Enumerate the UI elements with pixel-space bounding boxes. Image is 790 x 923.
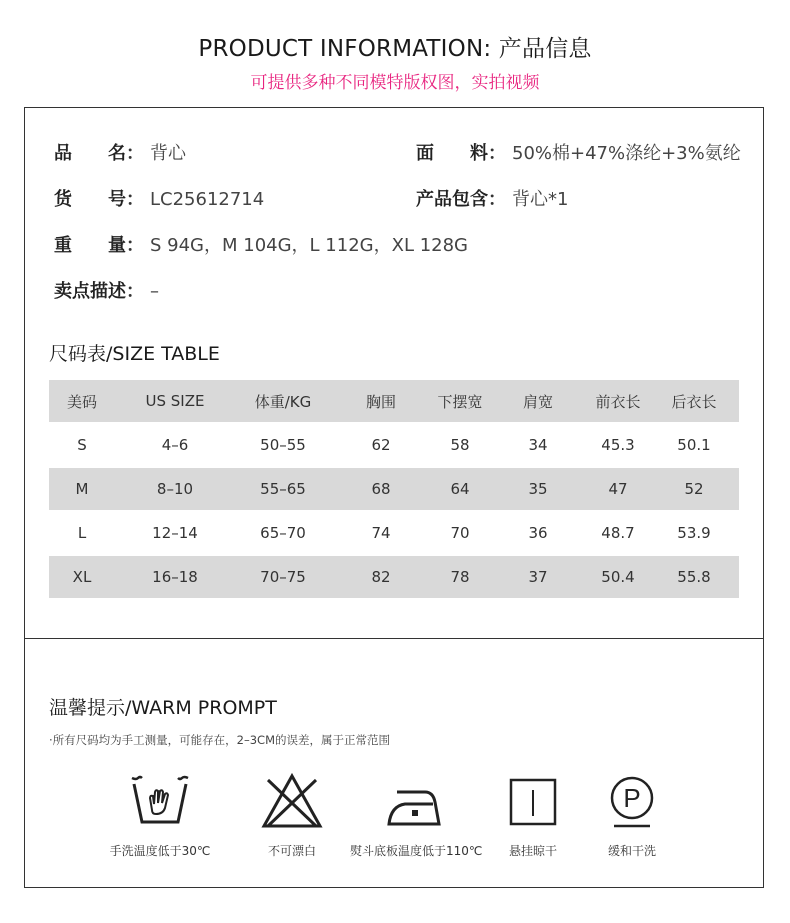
header-cell: 体重/KG <box>254 392 312 411</box>
sku-label: 货 号 <box>54 189 126 210</box>
size-table-title: 尺码表/SIZE TABLE <box>49 343 220 365</box>
care-label: 悬挂晾干 <box>508 844 557 858</box>
table-cell: 78 <box>450 568 470 586</box>
care-item-hand-wash <box>95 770 225 858</box>
iron-icon <box>383 770 447 834</box>
care-label: 缓和干洗 <box>607 844 656 858</box>
care-item-dry-clean <box>567 770 697 858</box>
care-item-no-bleach <box>227 770 357 858</box>
table-cell: 47 <box>608 480 628 498</box>
table-cell: L <box>77 524 87 542</box>
table-cell: 55.8 <box>677 568 711 586</box>
size-table <box>49 380 739 600</box>
table-cell: 82 <box>371 568 391 586</box>
table-row <box>49 424 739 466</box>
table-cell: 68 <box>371 480 391 498</box>
info-fabric-row: 面 料 ： 50%棉+47%涤纶+3%氨纶 <box>416 139 741 165</box>
info-name-row: 品 名 ： 背心 <box>54 139 186 165</box>
table-cell: M <box>75 480 89 498</box>
table-cell: 36 <box>528 524 548 542</box>
header-cell: 胸围 <box>365 392 396 411</box>
table-cell: 16–18 <box>152 568 198 586</box>
weight-value: S 94G，M 104G，L 112G，XL 128G <box>150 235 468 256</box>
table-cell: 48.7 <box>601 524 635 542</box>
hand-wash-icon <box>128 770 192 834</box>
care-label: 熨斗底板温度低于110℃ <box>350 844 483 858</box>
weight-label: 重 量 <box>54 235 126 256</box>
info-sku-row: 货 号 ： LC25612714 <box>54 185 264 211</box>
table-cell: 70 <box>450 524 470 542</box>
table-cell: 4–6 <box>161 436 189 454</box>
name-label: 品 名 <box>54 143 126 164</box>
table-cell: 50.4 <box>601 568 635 586</box>
header-cell: 肩宽 <box>522 392 553 411</box>
info-weight-row: 重 量 ： S 94G，M 104G，L 112G，XL 128G <box>54 231 468 257</box>
care-item-iron <box>350 770 483 858</box>
table-cell: 50.1 <box>677 436 711 454</box>
care-label: 手洗温度低于30℃ <box>109 844 211 858</box>
table-cell: 55–65 <box>260 480 306 498</box>
page-title: PRODUCT INFORMATION: 产品信息 <box>198 36 592 62</box>
table-cell: XL <box>72 568 92 586</box>
table-cell: 62 <box>371 436 391 454</box>
table-row <box>49 556 739 598</box>
table-cell: 58 <box>450 436 470 454</box>
table-cell: S <box>77 436 87 454</box>
table-cell: 45.3 <box>601 436 635 454</box>
fabric-value: 50%棉+47%涤纶+3%氨纶 <box>512 143 741 164</box>
page-subtitle: 可提供多种不同模特版权图，实拍视频 <box>250 73 540 93</box>
table-row <box>49 468 739 510</box>
table-cell: 50–55 <box>260 436 306 454</box>
table-cell: 74 <box>371 524 391 542</box>
name-value: 背心 <box>150 143 186 164</box>
header-cell: 后衣长 <box>671 392 717 411</box>
sku-value: LC25612714 <box>150 189 265 210</box>
table-cell: 65–70 <box>260 524 306 542</box>
care-label: 不可漂白 <box>267 844 316 858</box>
header-cell: 前衣长 <box>595 392 641 411</box>
package-label: 产品包含 <box>416 189 488 210</box>
table-row <box>49 512 739 554</box>
warm-prompt-note: ·所有尺码均为手工测量，可能存在，2–3CM的误差，属于正常范围 <box>49 733 390 747</box>
gentle-dry-clean-icon <box>600 770 664 834</box>
header-cell: US SIZE <box>145 392 205 410</box>
package-value: 背心*1 <box>512 189 569 210</box>
dry-clean-symbol: P <box>623 783 641 813</box>
table-cell: 70–75 <box>260 568 306 586</box>
header-cell: 下摆宽 <box>437 392 483 411</box>
do-not-bleach-icon <box>260 770 324 834</box>
selling-value: – <box>150 281 159 302</box>
section-divider <box>24 638 764 639</box>
table-cell: 8–10 <box>156 480 194 498</box>
size-table-header <box>49 380 739 422</box>
table-cell: 35 <box>528 480 548 498</box>
table-cell: 34 <box>528 436 548 454</box>
warm-prompt-title: 温馨提示/WARM PROMPT <box>49 697 277 719</box>
table-cell: 64 <box>450 480 470 498</box>
table-cell: 12–14 <box>152 524 198 542</box>
selling-label: 卖点描述 <box>54 281 126 302</box>
header-cell: 美码 <box>66 392 97 411</box>
hang-dry-icon <box>501 770 565 834</box>
table-cell: 37 <box>528 568 548 586</box>
info-selling-row: 卖点描述： – <box>54 277 159 303</box>
info-package-row: 产品包含： 背心*1 <box>416 185 568 211</box>
fabric-label: 面 料 <box>416 143 488 164</box>
table-cell: 53.9 <box>677 524 711 542</box>
table-cell: 52 <box>684 480 704 498</box>
